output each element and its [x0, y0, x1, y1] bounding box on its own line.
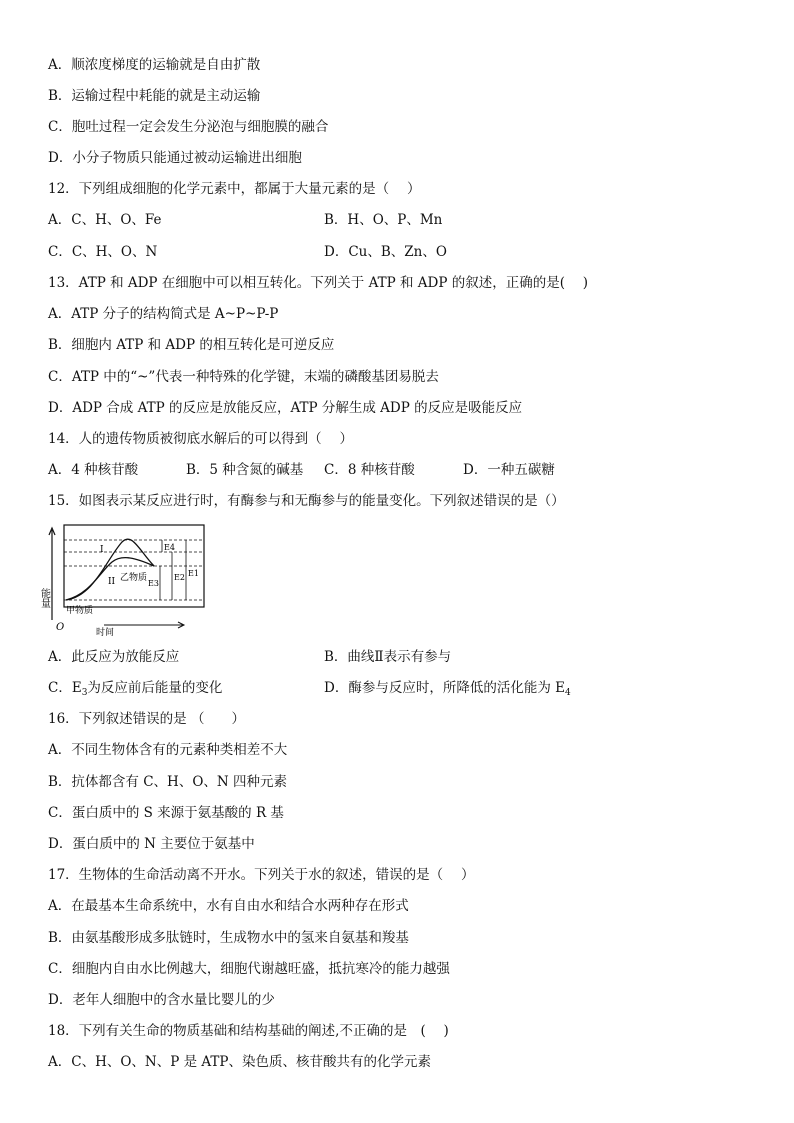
energy-diagram	[38, 520, 214, 638]
q18-option-a: A．C、H、O、N、P 是 ATP、染色质、核苷酸共有的化学元素	[48, 1054, 431, 1070]
q16-stem: 16．下列叙述错误的是 （ ）	[48, 711, 245, 727]
q11-option-a: A．顺浓度梯度的运输就是自由扩散	[48, 57, 261, 73]
q14-option-a: A．4 种核苷酸	[48, 462, 139, 478]
q12-option-d: D．Cu、B、Zn、O	[324, 244, 447, 260]
e2-label: E2	[174, 573, 185, 582]
q11-option-c: C．胞吐过程一定会发生分泌泡与细胞膜的融合	[48, 119, 329, 135]
q15-option-d-subscript: 4	[564, 688, 571, 698]
q14-option-c: C．8 种核苷酸	[324, 462, 415, 478]
q18-stem: 18．下列有关生命的物质基础和结构基础的阐述,不正确的是 ( )	[48, 1023, 449, 1039]
origin-label: O	[56, 622, 65, 633]
q15-option-b: B．曲线Ⅱ表示有参与	[324, 649, 452, 665]
q12-option-c: C．C、H、O、N	[48, 244, 158, 260]
q17-option-b: B．由氨基酸形成多肽链时，生成物水中的氢来自氨基和羧基	[48, 930, 409, 946]
q15-option-c-prefix: C．E	[48, 680, 82, 696]
q17-option-a: A．在最基本生命系统中，水有自由水和结合水两种存在形式	[48, 898, 409, 914]
q16-option-a: A．不同生物体含有的元素种类相差不大	[48, 742, 288, 758]
q16-option-d: D．蛋白质中的 N 主要位于氨基中	[48, 836, 255, 852]
q16-option-c: C．蛋白质中的 S 来源于氨基酸的 R 基	[48, 805, 284, 821]
q11-option-b: B．运输过程中耗能的就是主动运输	[48, 88, 261, 104]
q11-option-d: D．小分子物质只能通过被动运输进出细胞	[48, 150, 302, 166]
q14-stem: 14．人的遗传物质被彻底水解后的可以得到（ ）	[48, 431, 353, 447]
start-label: 甲物质	[66, 606, 94, 616]
e4-label: E4	[164, 543, 175, 552]
q14-option-b: B．5 种含氮的碱基	[186, 462, 304, 478]
q14-option-d: D．一种五碳糖	[463, 462, 555, 478]
q12-option-a: A．C、H、O、Fe	[48, 212, 162, 228]
e1-label: E1	[188, 569, 199, 578]
q13-stem: 13．ATP 和 ADP 在细胞中可以相互转化。下列关于 ATP 和 ADP 的叙述，正确的是( )	[48, 275, 589, 291]
curve-ii-label: II	[108, 577, 116, 587]
q13-option-a: A．ATP 分子的结构简式是 A~P~P-P	[48, 306, 279, 322]
q17-option-c: C．细胞内自由水比例越大，细胞代谢越旺盛，抵抗寒冷的能力越强	[48, 961, 450, 977]
q16-option-b: B．抗体都含有 C、H、O、N 四种元素	[48, 774, 287, 790]
e3-label: E3	[148, 579, 159, 588]
q15-option-a: A．此反应为放能反应	[48, 649, 180, 665]
q12-stem: 12．下列组成细胞的化学元素中，都属于大量元素的是（ ）	[48, 181, 421, 197]
q15-option-c-suffix: 为反应前后能量的变化	[87, 680, 223, 696]
q15-option-c	[48, 679, 222, 702]
q17-stem: 17．生物体的生命活动离不开水。下列关于水的叙述，错误的是（ ）	[48, 867, 475, 883]
y-axis-label: 能量	[38, 588, 50, 608]
q12-option-b: B．H、O、P、Mn	[324, 212, 443, 228]
end-label: 乙物质	[120, 573, 148, 583]
q15-stem: 15．如图表示某反应进行时，有酶参与和无酶参与的能量变化。下列叙述错误的是（）	[48, 493, 565, 509]
q13-option-c: C．ATP 中的“~”代表一种特殊的化学键，末端的磷酸基团易脱去	[48, 369, 439, 385]
q15-option-d	[324, 679, 571, 702]
q15-option-d-prefix: D．酶参与反应时，所降低的活化能为 E	[324, 680, 565, 696]
x-axis-label: 时间	[96, 628, 115, 638]
q15-option-c-subscript: 3	[81, 688, 88, 698]
q13-option-d: D．ADP 合成 ATP 的反应是放能反应，ATP 分解生成 ADP 的反应是吸能反应	[48, 400, 523, 416]
q17-option-d: D．老年人细胞中的含水量比婴儿的少	[48, 992, 275, 1008]
q13-option-b: B．细胞内 ATP 和 ADP 的相互转化是可逆反应	[48, 337, 335, 353]
curve-i-label: I	[100, 545, 104, 555]
